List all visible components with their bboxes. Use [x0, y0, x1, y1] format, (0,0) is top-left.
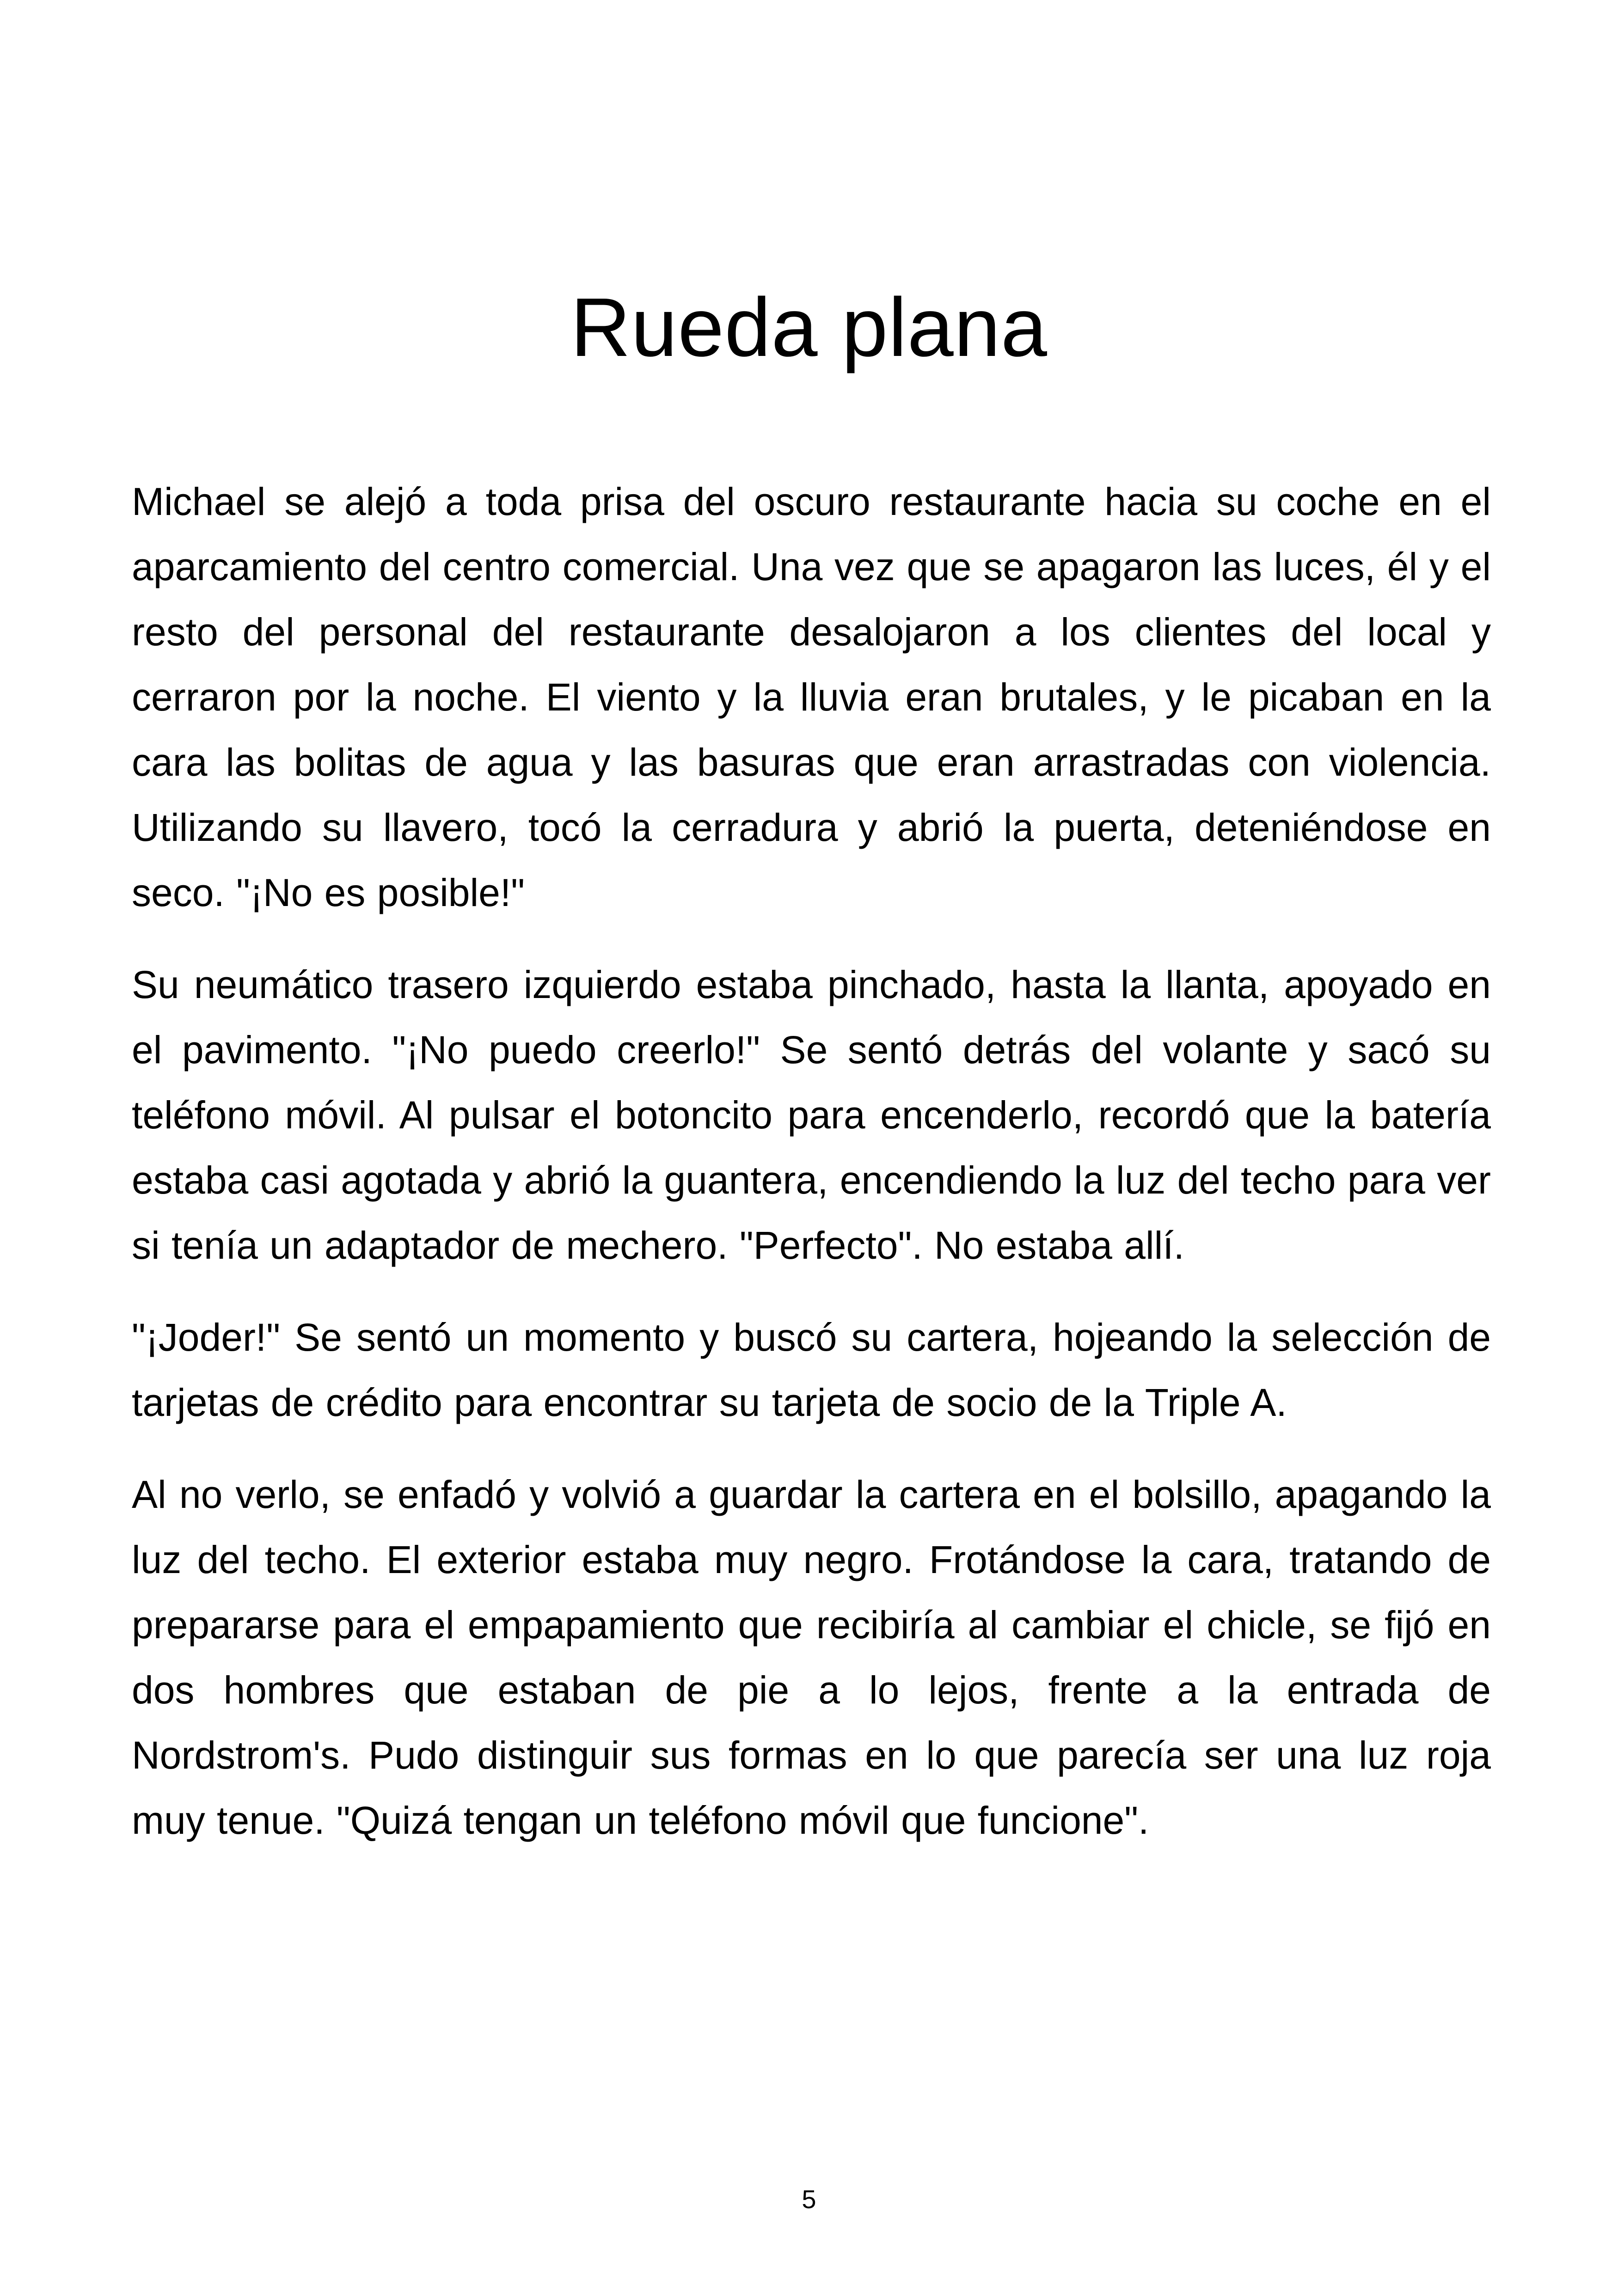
page-number: 5 [802, 2185, 816, 2214]
paragraph-2: Su neumático trasero izquierdo estaba pinchado, hasta la llanta, apoyado en el pavimento. "¡No puedo creerlo!" Se sentó detrás del volante y sacó su teléfono móvil. Al pulsar el botoncito para encenderlo, recordó que la batería estaba casi agotada y abrió la guantera, encendiendo la luz del techo para ver si tenía un adaptador de mechero. "Perfecto". No estaba allí. [132, 963, 1491, 1267]
chapter-title: Rueda plana [570, 281, 1048, 374]
chapter-body [132, 469, 1491, 1880]
paragraph-3: "¡Joder!" Se sentó un momento y buscó su cartera, hojeando la selección de tarjetas de crédito para encontrar su tarjeta de socio de la Triple A. [132, 1316, 1491, 1424]
paragraph-1: Michael se alejó a toda prisa del oscuro restaurante hacia su coche en el aparcamiento del centro comercial. Una vez que se apagaron las luces, él y el resto del personal del restaurante desalojaron a los clientes del local y cerraron por la noche. El viento y la lluvia eran brutales, y le picaban en la cara las bolitas de agua y las basuras que eran arrastradas con violencia. Utilizando su llavero, tocó la cerradura y abrió la puerta, deteniéndose en seco. "¡No es posible!" [132, 480, 1491, 914]
paragraph-4: Al no verlo, se enfadó y volvió a guardar la cartera en el bolsillo, apagando la luz del techo. El exterior estaba muy negro. Frotándose la cara, tratando de prepararse para el empapamiento que recibiría al cambiar el chicle, se fijó en dos hombres que estaban de pie a lo lejos, frente a la entrada de Nordstrom's. Pudo distinguir sus formas en lo que parecía ser una luz roja muy tenue. "Quizá tengan un teléfono móvil que funcione". [132, 1473, 1491, 1842]
